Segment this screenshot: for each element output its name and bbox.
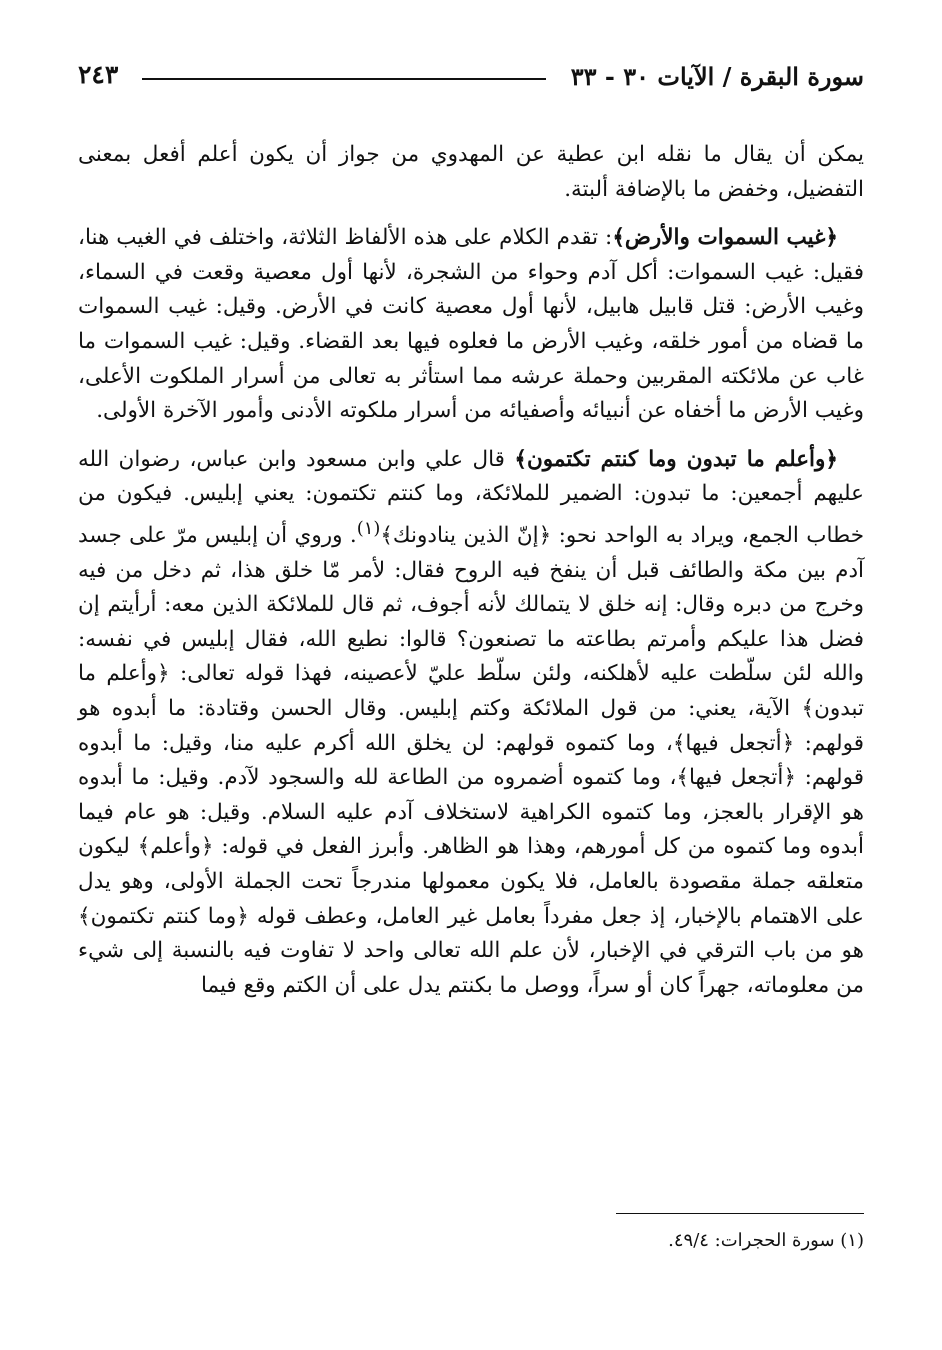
quran-quote: ﴿وأعلم ما تبدون وما كنتم تكتمون﴾ xyxy=(514,446,839,472)
paragraph-1-text: يمكن أن يقال ما نقله ابن عطية عن المهدوي من جواز أن يكون أعلم أفعل بمعنى التفضيل، وخفض ما بالإضافة ألبتة. xyxy=(78,142,864,202)
paragraph-3-text: ، وما كتموه أضمروه من الطاعة لله والسجود لآدم. وقيل: ما أبدوه هو الإقرار بالعجز، وما كتموه الكراهية لاستخلاف آدم عليه السلام. وقيل: هو عام فيما أبدوه وما كتموه من كل أمورهم، وهذا هو الظاهر. وأبرز الفعل في قوله: xyxy=(78,765,864,860)
page-header xyxy=(78,58,864,98)
paragraph-3-text: ، وما كتموه قولهم: لن يخلق الله أكرم عليه منا، وقيل: ما أبدوه قولهم: xyxy=(78,730,864,791)
quran-quote: ﴿أتجعل فيها﴾ xyxy=(672,730,795,756)
footnote-rule xyxy=(616,1213,864,1214)
paragraph-3-text: قال علي وابن مسعود وابن عباس، رضوان الله عليهم أجمعين: ما تبدون: الضمير للملائكة، وما كنتم تكتمون: يعني إبليس. فيكون من خطاب الجمع، ويراد به الواحد نحو: xyxy=(78,446,864,549)
running-title: سورة البقرة / الآيات ٣٠ - ٣٣ xyxy=(570,62,864,91)
quran-quote: ﴿أتجعل فيها﴾ xyxy=(676,765,796,791)
paragraph-3-text: ليكون متعلقه جملة مقصودة بالعامل، فلا يكون معمولها مندرجاً تحت الجملة الأولى، وهو يدل على الاهتمام بالإخبار، إذ جعل مفرداً بعامل غير العامل، وعطف قوله xyxy=(78,834,864,929)
paragraph-3-text: الآية، يعني: من قول الملائكة وكتم إبليس. وقال الحسن وقتادة: ما أبدوه هو قولهم: xyxy=(78,696,864,756)
main-text xyxy=(78,138,864,1003)
quran-quote: ﴿إنّ الذين ينادونك﴾ xyxy=(380,523,552,549)
quran-quote: ﴿وأعلم﴾ xyxy=(137,834,214,860)
paragraph-3-text: هو من باب الترقي في الإخبار، لأن علم الله تعالى واحد لا تفاوت فيه بالنسبة إلى شيء من معلوماته، جهراً كان أو سراً، ووصل ما بكنتم يدل على أن الكتم وقع فيما xyxy=(78,938,864,998)
paragraph-2 xyxy=(78,221,864,429)
paragraph-1 xyxy=(78,138,864,207)
paragraph-2-text: : تقدم الكلام على هذه الألفاظ الثلاثة، واختلف في الغيب هنا، فقيل: غيب السموات: أكل آدم وحواء من الشجرة، لأنها أول معصية وقعت في السماء، وغيب الأرض: قتل قابيل هابيل، لأنها أول معصية كانت في الأرض. وقيل: غيب السموات ما قضاه من أمور خلقه، وغيب الأرض ما فعلوه فيها بعد القضاء. وقيل: غيب السموات ما غاب عن ملائكته المقربين وحملة عرشه مما استأثر به تعالى من أسرار الملكوت الأعلى، وغيب الأرض ما أخفاه عن أنبيائه وأصفيائه من أسرار ملكوته الأدنى وأمور الآخرة الأولى. xyxy=(78,225,864,424)
page-number: ٢٤٣ xyxy=(78,60,119,89)
quran-quote: ﴿وأعلم ما تبدون﴾ xyxy=(78,661,864,722)
header-rule xyxy=(142,78,546,80)
footnote: (١) سورة الحجرات: ٤٩/٤. xyxy=(668,1230,864,1251)
quran-quote: ﴿وما كنتم تكتمون﴾ xyxy=(78,903,249,929)
paragraph-3-text: . وروي أن إبليس مرّ على جسد آدم بين مكة والطائف قبل أن ينفخ فيه الروح فقال: لأمر مّا خلق هذا، ثم دخل من فيه وخرج من دبره وقال: إنه خلق لا يتمالك لأنه أجوف، ثم قال للملائكة الذين معه: أرأيتم إن فضل هذا عليكم وأمرتم بطاعته ما تصنعون؟ قالوا: نطيع الله، فقال إبليس في نفسه: والله لئن سلّطت عليه لأهلكنه، ولئن سلّط عليّ لأعصينه، فهذا قوله تعالى: xyxy=(78,523,864,687)
footnote-ref: (١) xyxy=(356,517,381,539)
quran-quote: ﴿غيب السموات والأرض﴾ xyxy=(612,225,838,251)
paragraph-3 xyxy=(78,443,864,1004)
